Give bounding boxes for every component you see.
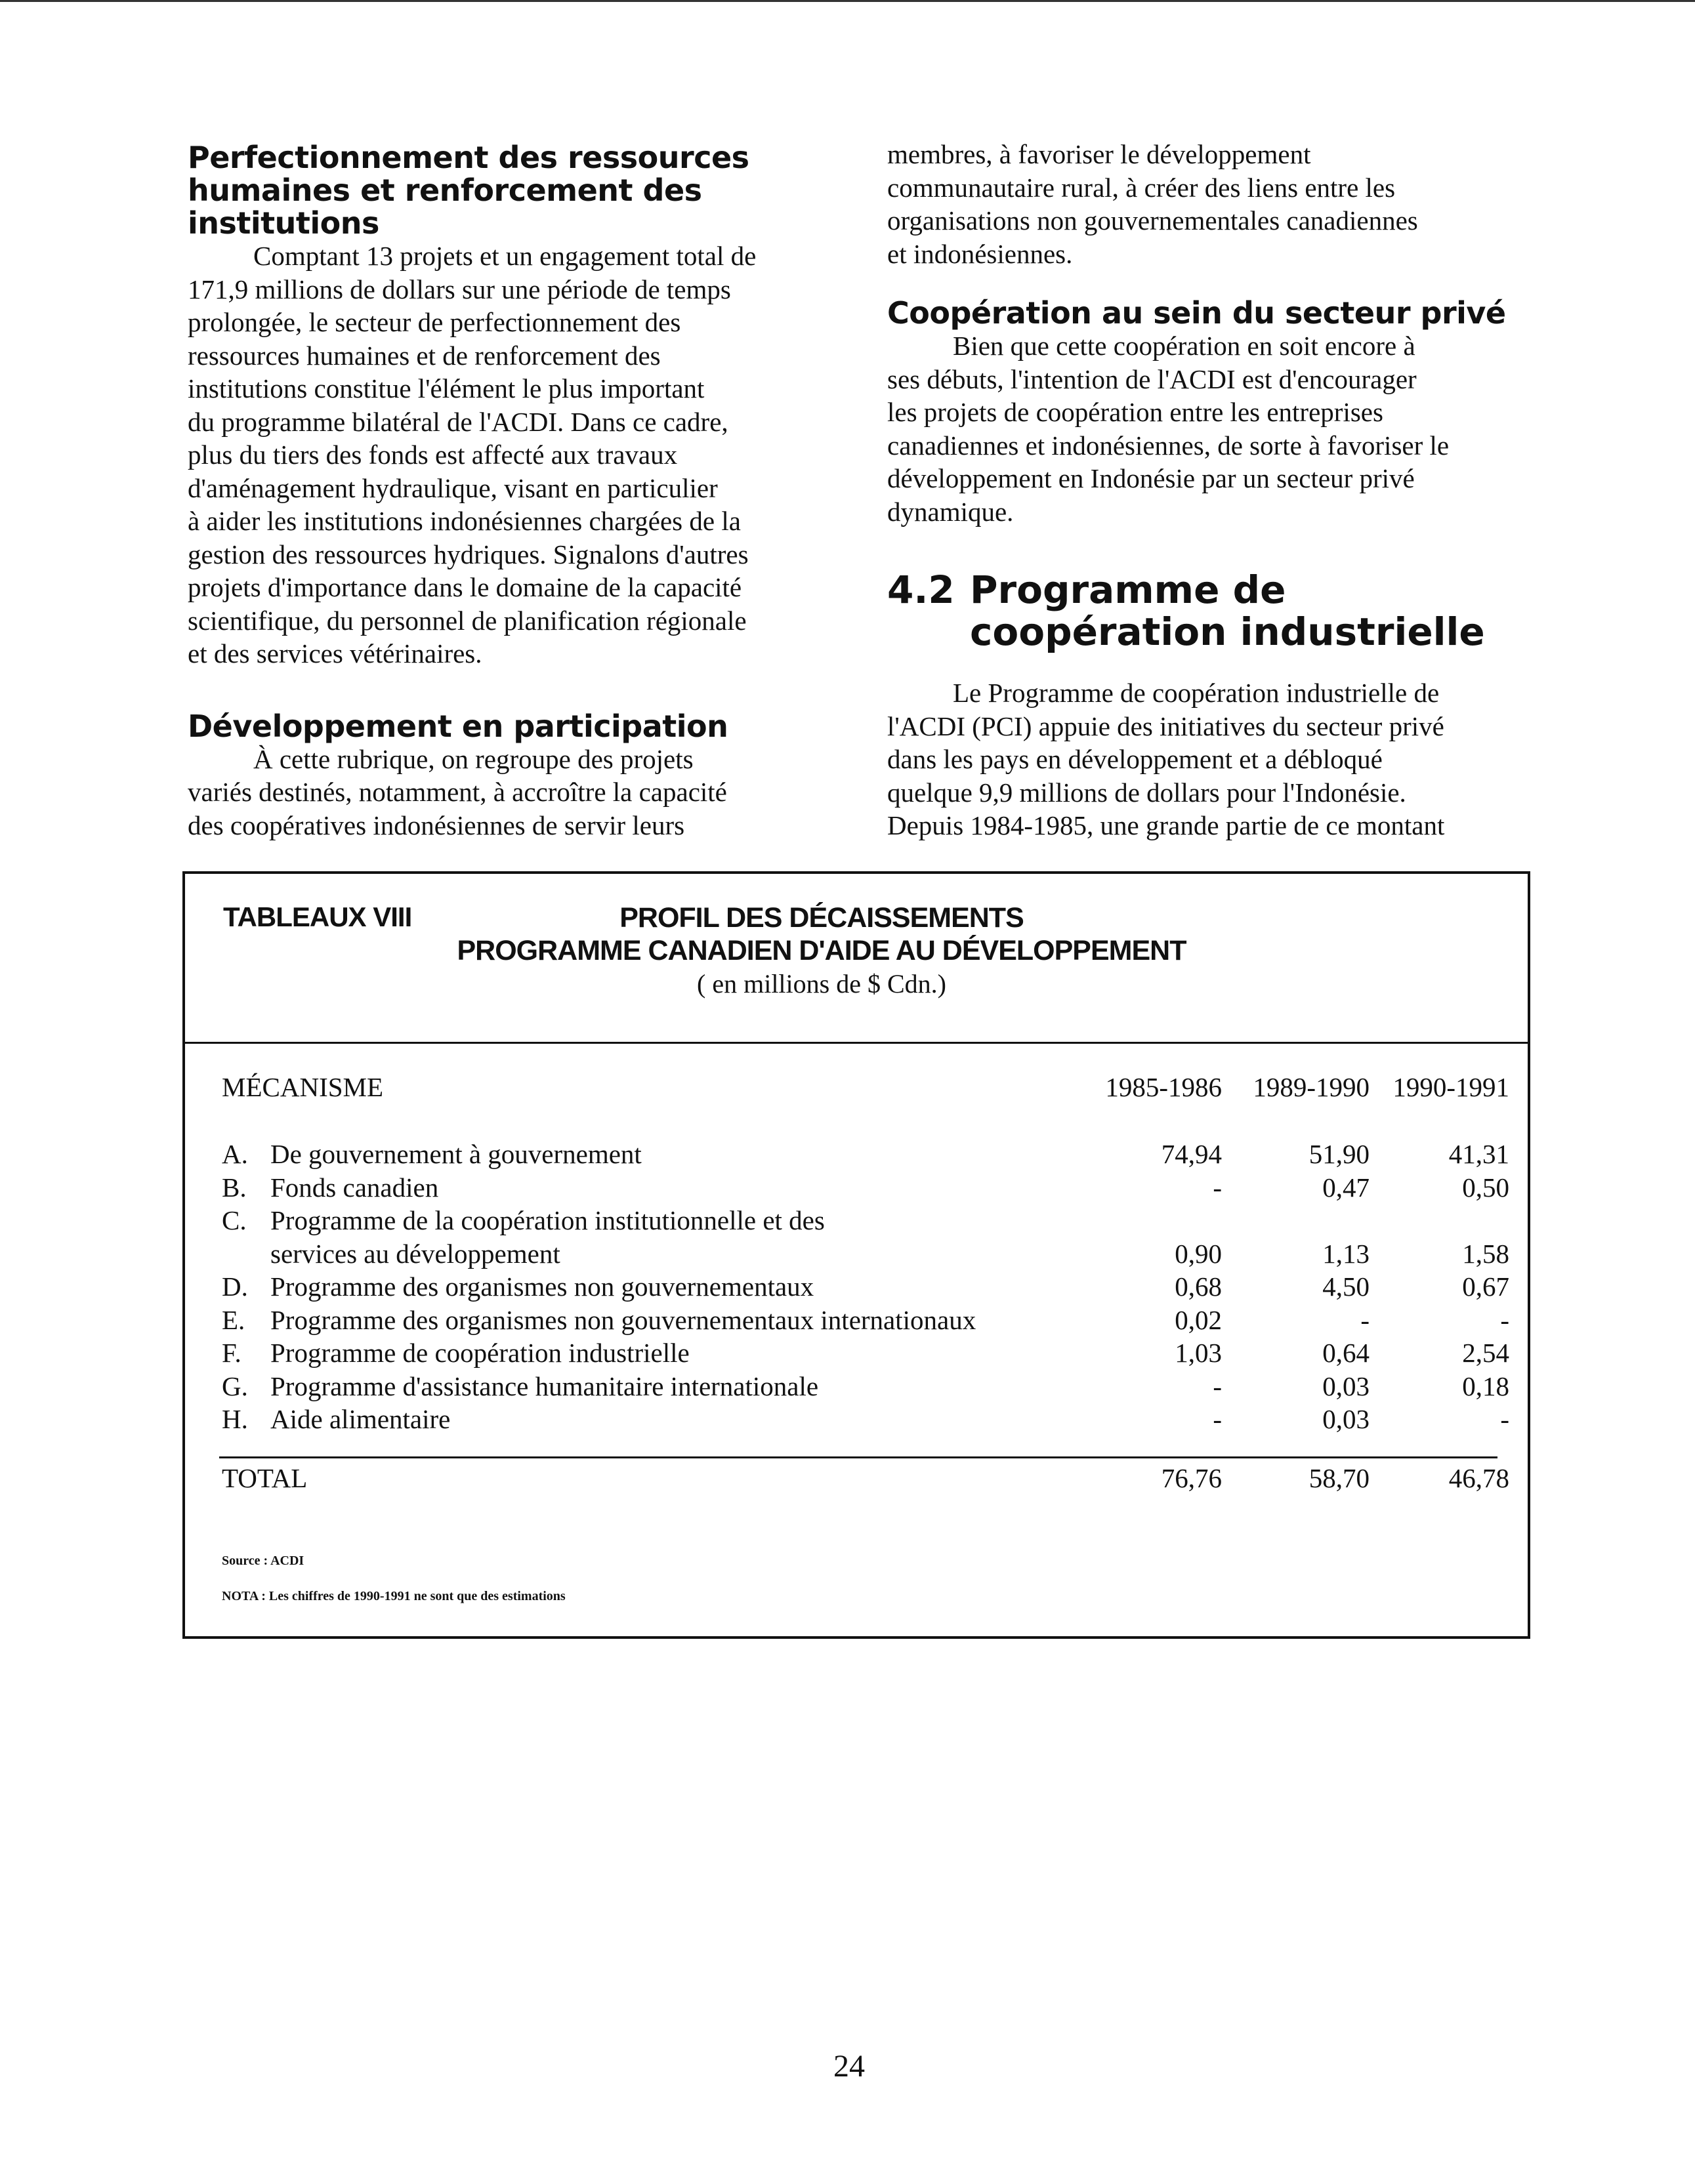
row-value: 0,67 (1462, 1271, 1509, 1302)
text-line: des coopératives indonésiennes de servir leurs (188, 810, 685, 840)
page-number: 24 (833, 2049, 865, 2084)
row-letter: B. (222, 1172, 247, 1203)
total-rule (219, 1456, 1497, 1458)
text-line: scientifique, du personnel de planification régionale (188, 605, 747, 636)
text-line: Le Programme de coopération industrielle de (953, 678, 1440, 708)
text-line: communautaire rural, à créer des liens entre les (887, 172, 1396, 203)
row-value: 74,94 (1161, 1139, 1222, 1169)
text-line: développement en Indonésie par un secteur privé (887, 463, 1415, 493)
row-label: Programme de la coopération institutionnelle et des (270, 1205, 825, 1235)
text-line: organisations non gouvernementales canadiennes (887, 205, 1418, 236)
row-label: Programme d'assistance humanitaire internationale (270, 1370, 819, 1401)
table-unit: ( en millions de $ Cdn.) (697, 969, 946, 999)
row-label: services au développement (270, 1238, 560, 1269)
row-value: 4,50 (1322, 1271, 1370, 1302)
column-header-year: 1989-1990 (1253, 1072, 1370, 1102)
row-letter: A. (222, 1139, 248, 1169)
row-value: 0,02 (1175, 1304, 1222, 1335)
text-line: À cette rubrique, on regroupe des projets (253, 743, 694, 774)
row-letter: G. (222, 1370, 248, 1401)
paragraph-membres (887, 138, 1543, 270)
row-label: De gouvernement à gouvernement (270, 1139, 642, 1169)
table-header (185, 874, 1528, 1044)
table-tableaux-viii (182, 871, 1530, 1639)
table-label: TABLEAUX VIII (223, 901, 412, 932)
row-value: 0,03 (1322, 1404, 1370, 1434)
text-line: ressources humaines et de renforcement des (188, 340, 661, 371)
row-value: 0,68 (1175, 1271, 1222, 1302)
left-column (188, 141, 834, 842)
paragraph-cooperation-prive (887, 329, 1543, 528)
text-line: dynamique. (887, 496, 1014, 527)
row-value: - (1213, 1172, 1222, 1203)
table-title-line2: PROGRAMME CANADIEN D'AIDE AU DÉVELOPPEMENT (457, 935, 1186, 966)
row-letter: H. (222, 1404, 248, 1434)
text-line: membres, à favoriser le développement (887, 139, 1311, 169)
row-value: 0,47 (1322, 1172, 1370, 1203)
row-value: - (1213, 1404, 1222, 1434)
total-value: 58,70 (1308, 1463, 1370, 1493)
row-label: Aide alimentaire (270, 1404, 451, 1434)
text-line: prolongée, le secteur de perfectionnement des (188, 307, 681, 337)
text-line: ses débuts, l'intention de l'ACDI est d'encourager (887, 363, 1417, 394)
text-line: 171,9 millions de dollars sur une période de temps (188, 274, 731, 304)
text-line: dans les pays en développement et a débloqué (887, 744, 1383, 774)
section-number: 4.2 (887, 567, 955, 612)
table-source: Source : ACDI (222, 1554, 304, 1568)
top-rule (0, 0, 1695, 2)
text-line: variés destinés, notamment, à accroître la capacité (188, 777, 727, 807)
row-value: 1,58 (1462, 1238, 1509, 1269)
text-line: canadiennes et indonésiennes, de sorte à favoriser le (887, 430, 1450, 461)
paragraph-ressources-humaines (188, 239, 834, 670)
text-line: du programme bilatéral de l'ACDI. Dans ce cadre, (188, 406, 728, 437)
row-letter: C. (222, 1205, 247, 1235)
column-header-year: 1990-1991 (1392, 1072, 1509, 1102)
table-note: NOTA : Les chiffres de 1990-1991 ne sont que des estimations (222, 1589, 566, 1603)
row-letter: E. (222, 1304, 245, 1335)
row-value: - (1360, 1304, 1370, 1335)
total-label: TOTAL (222, 1463, 308, 1493)
row-value: 51,90 (1308, 1139, 1370, 1169)
row-label: Fonds canadien (270, 1172, 439, 1203)
heading-ressources-humaines: Perfectionnement des ressources humaines et renforcement des institutions (188, 140, 749, 241)
text-line: l'ACDI (PCI) appuie des initiatives du secteur privé (887, 711, 1444, 741)
heading-cooperation-prive: Coopération au sein du secteur privé (887, 295, 1506, 331)
row-value: 2,54 (1462, 1338, 1509, 1368)
paragraph-developpement-participation (188, 743, 834, 842)
row-label: Programme des organismes non gouvernementaux (270, 1271, 814, 1302)
right-column (887, 138, 1543, 842)
section-heading-4-2: 4.2 Programme de coopération industrielle (887, 567, 1485, 654)
row-value: 0,64 (1322, 1338, 1370, 1368)
row-value: 1,03 (1175, 1338, 1222, 1368)
row-value: 0,50 (1462, 1172, 1509, 1203)
text-line: à aider les institutions indonésiennes chargées de la (188, 506, 741, 536)
row-letter: F. (222, 1338, 241, 1368)
text-line: quelque 9,9 millions de dollars pour l'Indonésie. (887, 777, 1406, 808)
row-value: 0,18 (1462, 1370, 1509, 1401)
row-value: - (1500, 1304, 1509, 1335)
text-line: Bien que cette coopération en soit encore à (953, 331, 1415, 361)
row-value: - (1500, 1404, 1509, 1434)
text-line: projets d'importance dans le domaine de la capacité (188, 572, 742, 602)
row-value: 0,03 (1322, 1370, 1370, 1401)
text-line: et des services vétérinaires. (188, 638, 482, 669)
total-value: 46,78 (1448, 1463, 1509, 1493)
column-header-year: 1985-1986 (1105, 1072, 1222, 1102)
row-value: 41,31 (1448, 1139, 1509, 1169)
row-label: Programme de coopération industrielle (270, 1338, 690, 1368)
text-line: gestion des ressources hydriques. Signalons d'autres (188, 539, 749, 569)
row-letter: D. (222, 1271, 248, 1302)
table-title-line1: PROFIL DES DÉCAISSEMENTS (619, 902, 1024, 934)
text-line: les projets de coopération entre les entreprises (887, 397, 1383, 427)
text-line: Comptant 13 projets et un engagement total de (253, 241, 757, 271)
row-value: - (1213, 1370, 1222, 1401)
paragraph-pci (887, 676, 1543, 842)
text-line: plus du tiers des fonds est affecté aux travaux (188, 440, 678, 470)
row-value: 0,90 (1175, 1238, 1222, 1269)
text-line: d'aménagement hydraulique, visant en particulier (188, 472, 718, 503)
total-value: 76,76 (1161, 1463, 1222, 1493)
row-value: 1,13 (1322, 1238, 1370, 1269)
column-header-mecanisme: MÉCANISME (222, 1072, 384, 1102)
row-label: Programme des organismes non gouvernementaux internationaux (270, 1304, 976, 1335)
text-line: et indonésiennes. (887, 238, 1073, 269)
text-line: Depuis 1984-1985, une grande partie de ce montant (887, 810, 1445, 840)
text-line: institutions constitue l'élément le plus important (188, 373, 705, 403)
heading-developpement-participation: Développement en participation (188, 708, 728, 744)
